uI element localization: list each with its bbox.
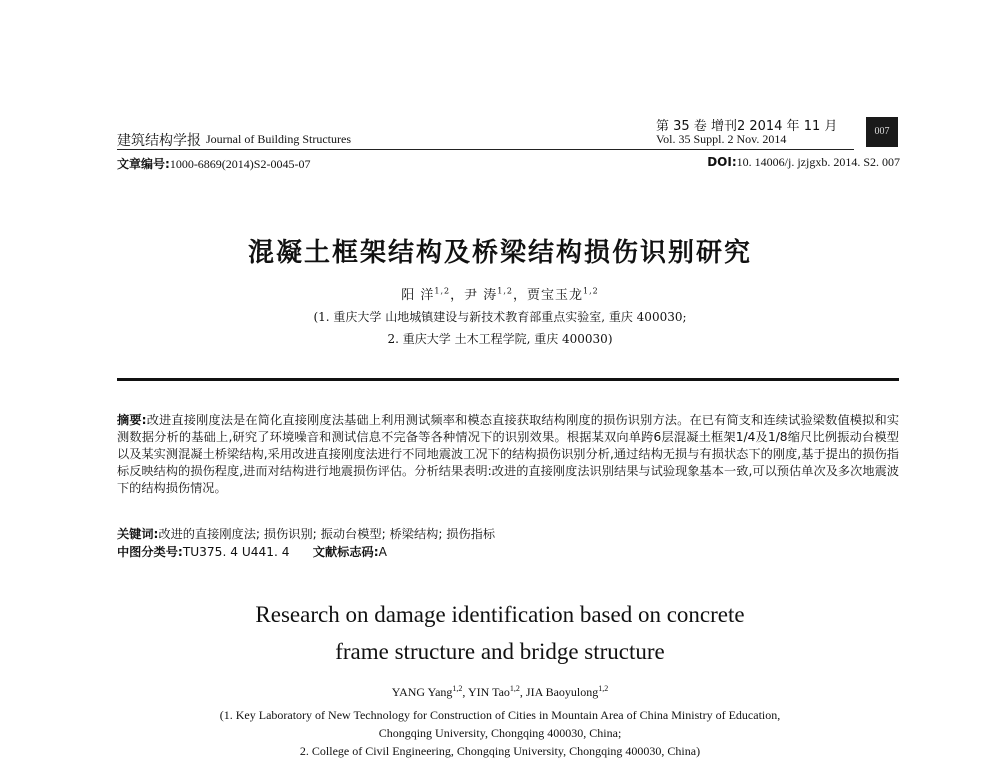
author-name: YIN Tao — [467, 685, 510, 699]
author-separator: , — [462, 685, 468, 699]
abstract-label: 摘要: — [117, 413, 147, 427]
page-number-badge: 007 — [866, 117, 898, 147]
authors-en — [0, 684, 1000, 700]
author-separator: , — [519, 685, 526, 699]
paper-title-en-line: frame structure and bridge structure — [335, 639, 665, 664]
author-name: JIA Baoyulong — [525, 685, 599, 699]
author-name: 阳 洋 — [401, 288, 435, 303]
volume-info-cn: 第 35 卷 增刊2 2014 年 11 月 — [656, 119, 838, 134]
author-name: YANG Yang — [391, 685, 453, 699]
author-affil-sup: 1,2 — [434, 286, 451, 296]
clc-label: 中图分类号: — [117, 545, 183, 559]
affiliation-en-line: (1. Key Laboratory of New Technology for Construction of Cities in Mountain Area of China Ministry of Education, — [219, 708, 781, 722]
abstract — [117, 412, 899, 497]
affiliation-en-line: Chongqing University, Chongqing 400030, China; — [378, 726, 622, 740]
abstract-text: 改进直接刚度法是在简化直接刚度法基础上利用测试频率和模态直接获取结构刚度的损伤识别方法。在已有简支和连续试验梁数值模拟和实测数据分析的基础上,研究了环境噪音和测试信息不完备等各种情况下的识别效果。根据某双向单跨6层混凝土框架1/4及1/8缩尺比例振动台模型以及某实测混凝土桥梁结构,采用改进直接刚度法进行不同地震波工况下的结构损伤识别分析,通过结构无损与有损状态下的刚度,基于提出的损伤指标反映结构的损伤程度,进而对结构进行地震损伤评估。分析结果表明:改进的直接刚度法识别结果与试验现象基本一致,可以预估单次及多次地震波下的结构损伤情况。 — [117, 413, 900, 495]
doc-code-label: 文献标志码: — [312, 545, 379, 559]
article-number-label: 文章编号: — [117, 157, 170, 171]
author-affil-sup: 1,2 — [598, 684, 609, 693]
journal-name-en: Journal of Building Structures — [206, 132, 351, 146]
classification — [117, 543, 387, 560]
header-rule — [117, 149, 854, 150]
affiliation-cn-line: 2. 重庆大学 土木工程学院, 重庆 400030) — [387, 332, 613, 346]
author-affil-sup: 1,2 — [509, 684, 520, 693]
affiliation-en-line: 2. College of Civil Engineering, Chongqing University, Chongqing 400030, China) — [299, 744, 701, 758]
doi — [707, 155, 900, 170]
author-name: 贾宝玉龙 — [527, 288, 584, 303]
author-separator: ， — [513, 288, 528, 303]
paper-title-en-line: Research on damage identification based on concrete — [255, 602, 745, 627]
keywords — [117, 525, 495, 542]
author-name: 尹 涛 — [464, 288, 498, 303]
author-affil-sup: 1,2 — [452, 684, 463, 693]
clc-value: TU375. 4 U441. 4 — [182, 545, 290, 559]
volume-info-en: Vol. 35 Suppl. 2 Nov. 2014 — [656, 132, 787, 146]
doi-label: DOI: — [707, 155, 737, 169]
doi-value[interactable]: 10. 14006/j. jzjgxb. 2014. S2. 007 — [736, 155, 900, 169]
author-affil-sup: 1,2 — [497, 286, 513, 296]
keywords-label: 关键词: — [117, 527, 159, 541]
journal-name-cn: 建筑结构学报 — [117, 133, 201, 149]
article-number-value: 1000-6869(2014)S2-0045-07 — [169, 157, 311, 171]
authors-cn — [0, 284, 1000, 303]
section-divider — [117, 378, 899, 381]
keywords-text: 改进的直接刚度法; 损伤识别; 振动台模型; 桥梁结构; 损伤指标 — [158, 527, 496, 541]
article-number — [117, 155, 310, 172]
paper-title-cn: 混凝土框架结构及桥梁结构损伤识别研究 — [247, 238, 752, 268]
affiliation-cn-line: (1. 重庆大学 山地城镇建设与新技术教育部重点实验室, 重庆 400030; — [313, 310, 687, 324]
doc-code-value: A — [378, 545, 387, 559]
author-affil-sup: 1,2 — [583, 286, 599, 296]
author-separator: ， — [450, 288, 465, 303]
